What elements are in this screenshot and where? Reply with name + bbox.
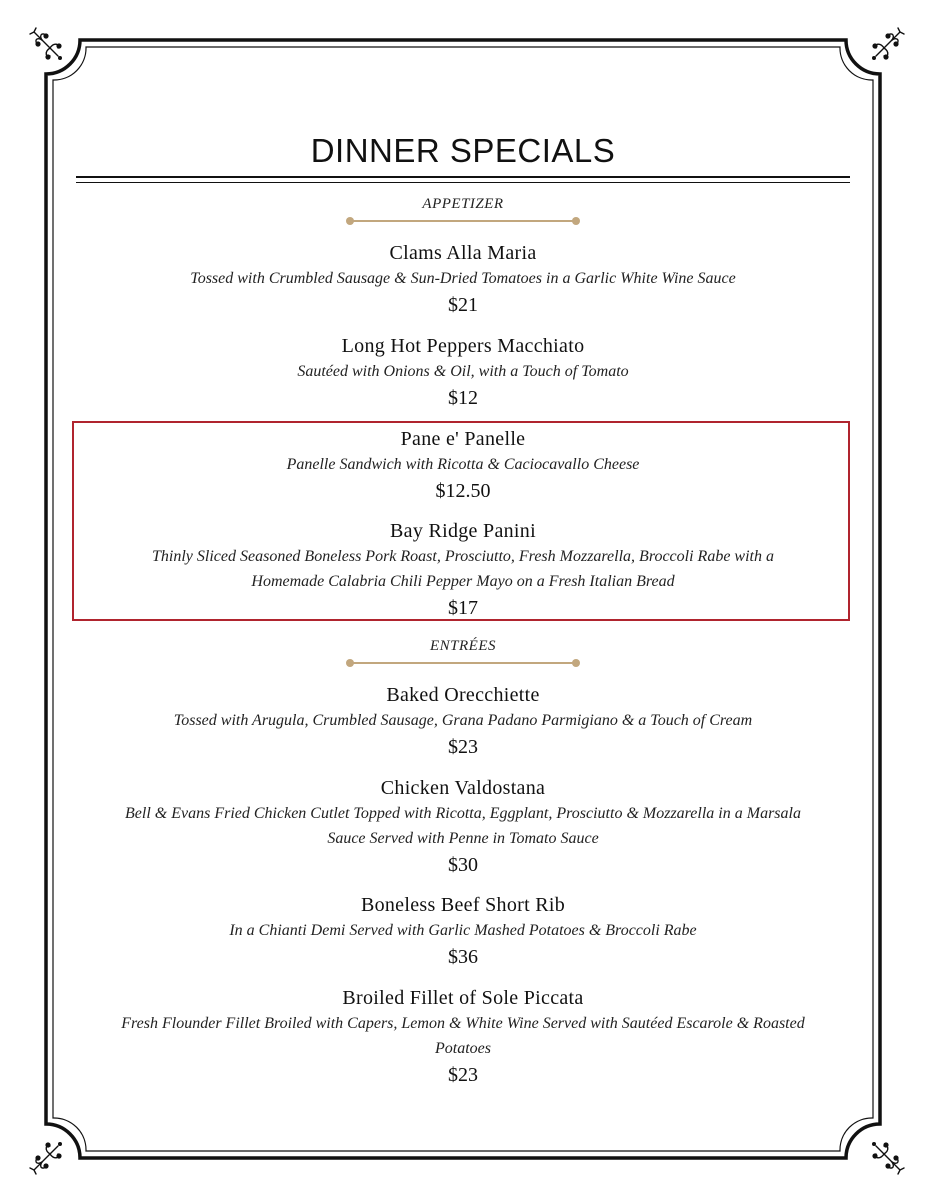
- section-divider: [346, 659, 580, 667]
- item-price: $12.50: [435, 480, 491, 502]
- item-price: $36: [448, 946, 478, 968]
- item-price: $30: [448, 854, 478, 876]
- item-description: Potatoes: [435, 1040, 491, 1057]
- menu-item: [76, 985, 850, 1088]
- corner-ornament-icon: [862, 26, 906, 70]
- item-description: Sautéed with Onions & Oil, with a Touch of Tomato: [297, 363, 629, 380]
- corner-ornament-icon: [862, 1132, 906, 1176]
- title-underline: [76, 176, 850, 178]
- corner-ornament-icon: [28, 1132, 72, 1176]
- item-price: $21: [448, 294, 478, 316]
- item-description: Tossed with Crumbled Sausage & Sun-Dried Tomatoes in a Garlic White Wine Sauce: [190, 270, 736, 287]
- item-description: Homemade Calabria Chili Pepper Mayo on a Fresh Italian Bread: [251, 573, 675, 590]
- menu-item: [76, 892, 850, 970]
- item-description: In a Chianti Demi Served with Garlic Mashed Potatoes & Broccoli Rabe: [229, 922, 697, 939]
- item-name: Pane e' Panelle: [400, 428, 526, 450]
- item-description: Sauce Served with Penne in Tomato Sauce: [327, 830, 599, 847]
- section-divider: [346, 217, 580, 225]
- item-name: Baked Orecchiette: [386, 684, 540, 706]
- entrees-section-label: ENTRÉES: [430, 638, 496, 654]
- item-name: Long Hot Peppers Macchiato: [341, 335, 585, 357]
- corner-ornament-icon: [28, 26, 72, 70]
- item-name: Bay Ridge Panini: [390, 520, 536, 542]
- menu-item: [76, 426, 850, 504]
- menu-item: [76, 240, 850, 318]
- item-price: $23: [448, 736, 478, 758]
- item-description: Bell & Evans Fried Chicken Cutlet Topped with Ricotta, Eggplant, Prosciutto & Mozzarella in a Marsala: [125, 805, 801, 822]
- item-description: Fresh Flounder Fillet Broiled with Capers, Lemon & White Wine Served with Sautéed Escarole & Roasted: [121, 1015, 805, 1032]
- appetizer-section-label: APPETIZER: [422, 196, 504, 212]
- item-name: Broiled Fillet of Sole Piccata: [342, 987, 584, 1009]
- item-name: Clams Alla Maria: [389, 242, 537, 264]
- menu-item: [76, 775, 850, 878]
- menu-item: [76, 682, 850, 760]
- item-name: Chicken Valdostana: [380, 777, 546, 799]
- item-price: $23: [448, 1064, 478, 1086]
- item-price: $12: [448, 387, 478, 409]
- item-description: Panelle Sandwich with Ricotta & Caciocavallo Cheese: [286, 456, 640, 473]
- item-description: Thinly Sliced Seasoned Boneless Pork Roast, Prosciutto, Fresh Mozzarella, Broccoli Rabe with a: [152, 548, 774, 565]
- title-underline: [76, 182, 850, 183]
- item-name: Boneless Beef Short Rib: [360, 894, 566, 916]
- item-price: $17: [448, 597, 478, 619]
- menu-item: [76, 333, 850, 411]
- page-title: DINNER SPECIALS: [310, 132, 616, 169]
- item-description: Tossed with Arugula, Crumbled Sausage, Grana Padano Parmigiano & a Touch of Cream: [173, 712, 753, 729]
- menu-item: [76, 518, 850, 621]
